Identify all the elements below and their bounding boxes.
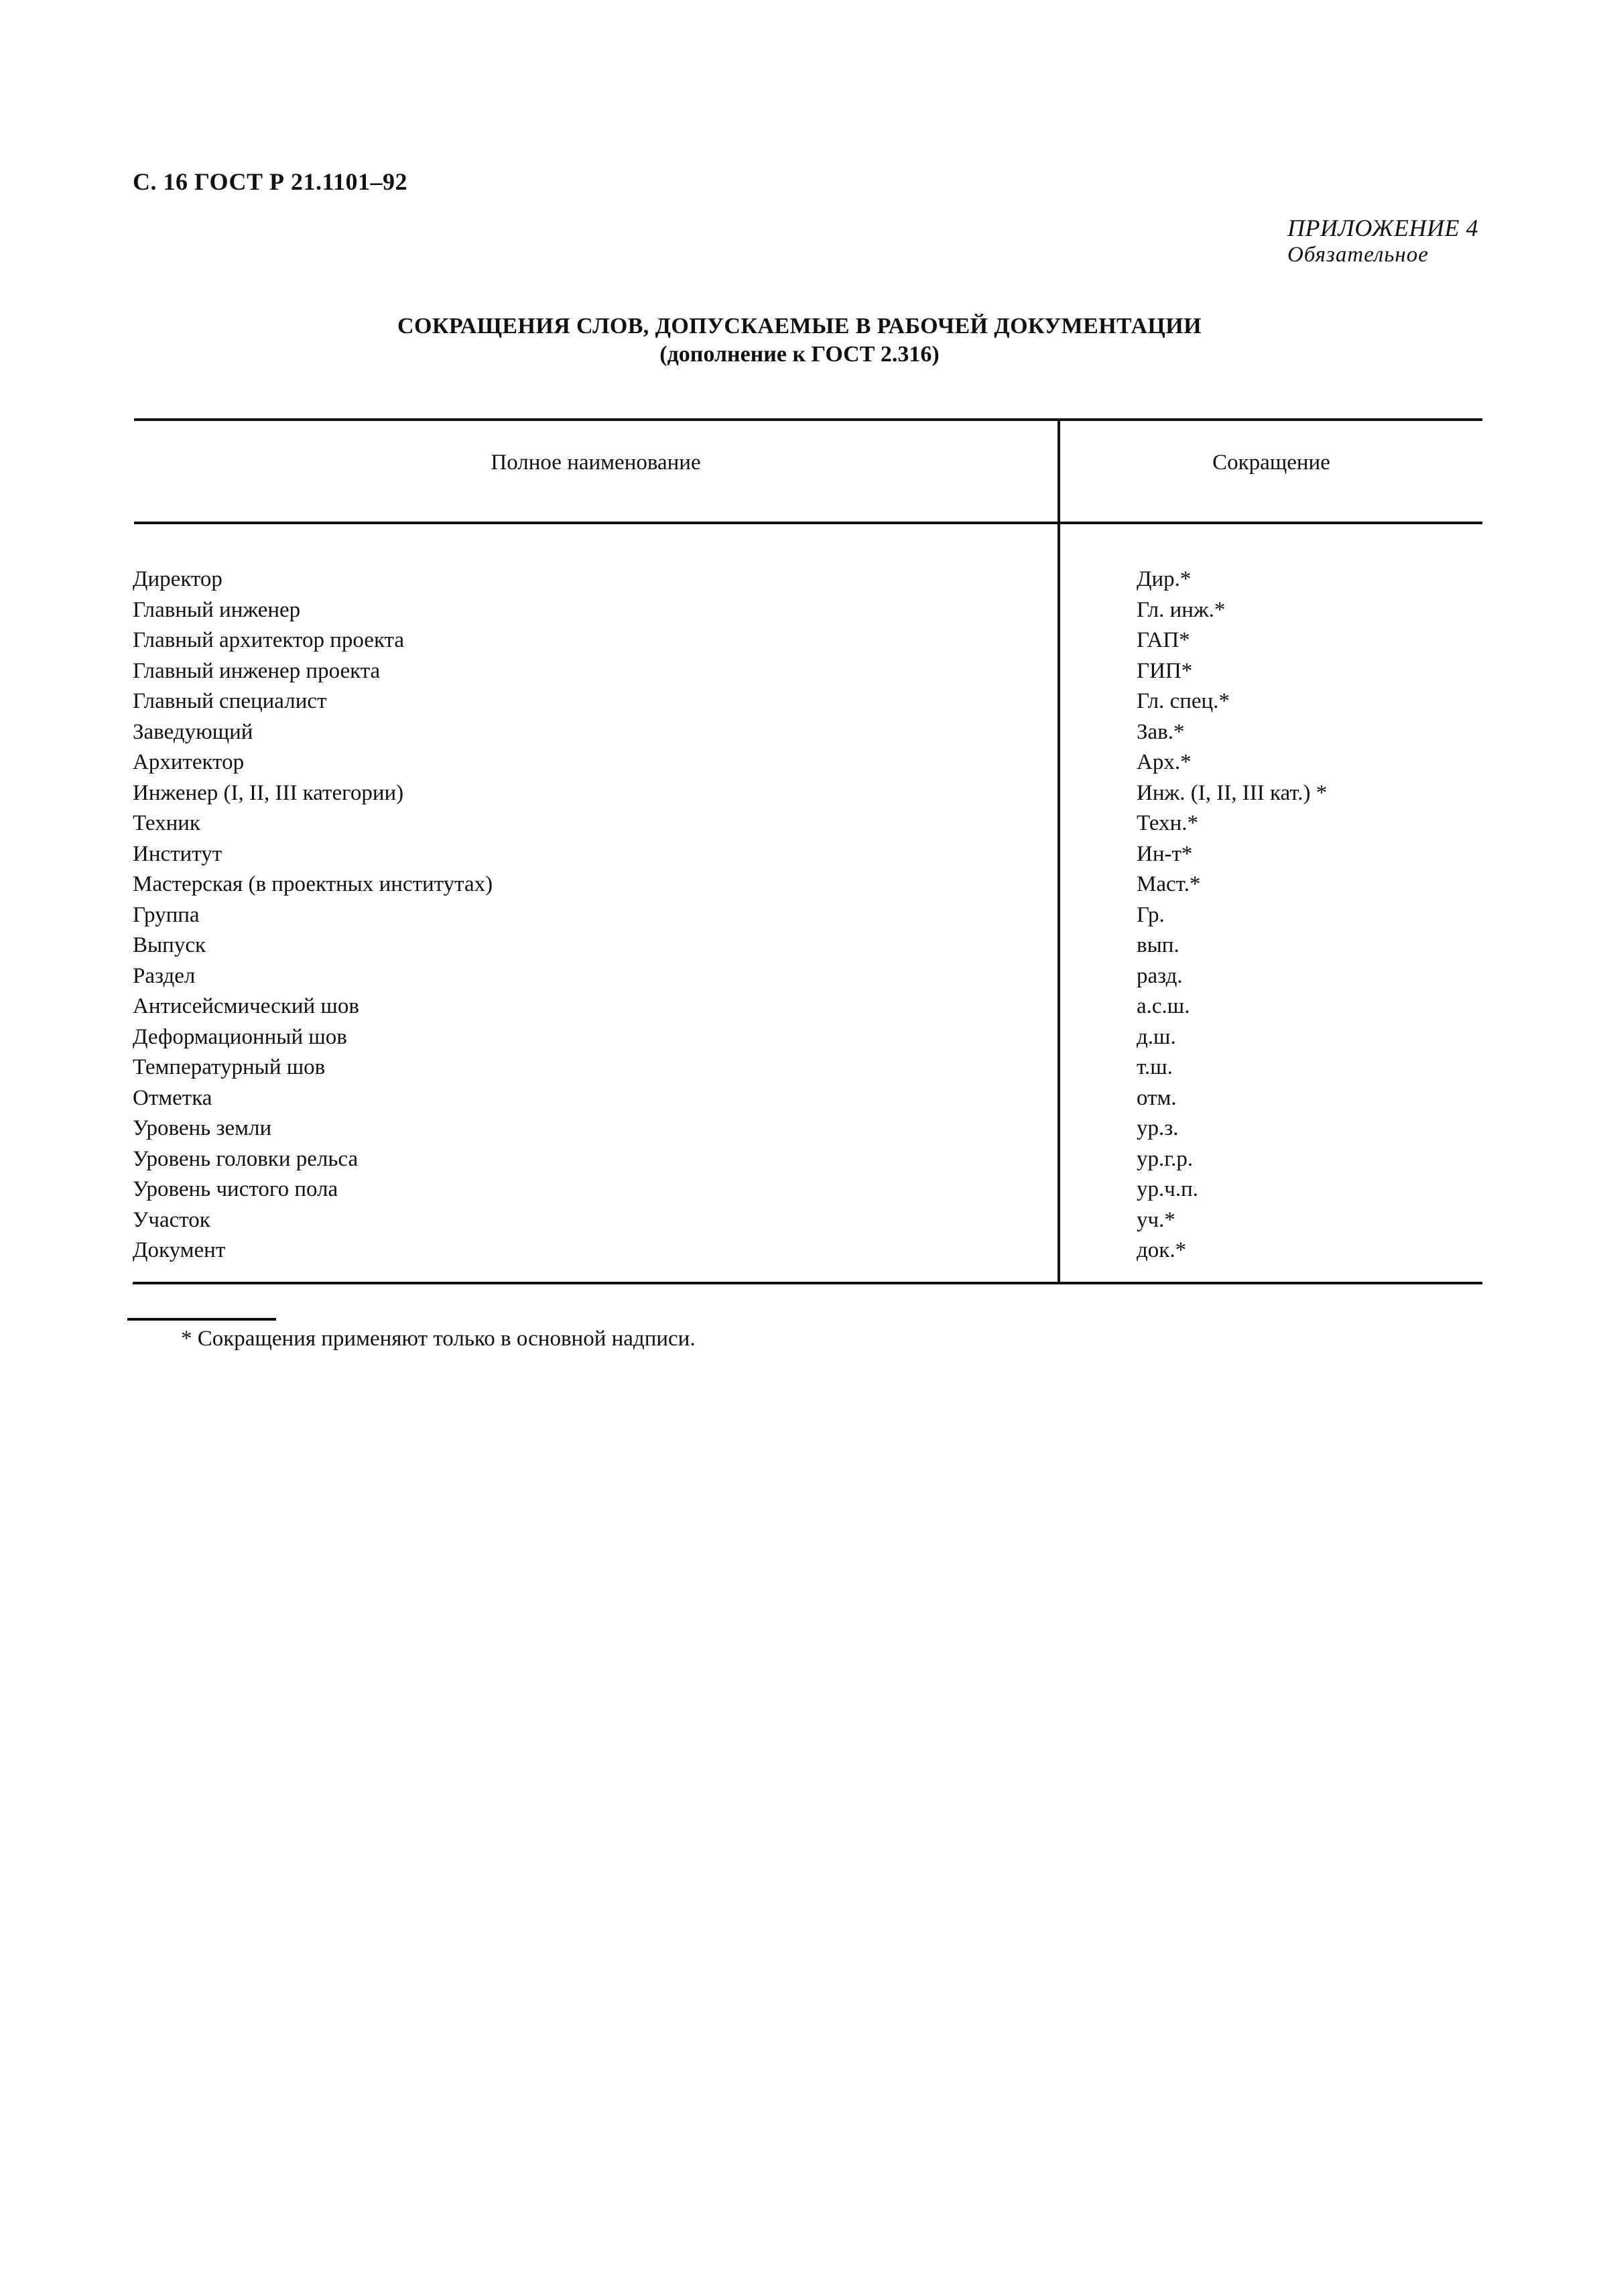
full-name-cell: Антисейсмический шов — [133, 994, 359, 1018]
table-bottom-rule — [133, 1282, 1482, 1284]
abbreviation-cell: ГАП* — [1137, 628, 1190, 652]
footnote-rule — [127, 1318, 276, 1321]
full-name-cell: Группа — [133, 902, 200, 927]
column-header-abbreviation: Сокращение — [1212, 450, 1330, 475]
full-name-cell: Техник — [133, 811, 200, 835]
table-row — [0, 1174, 1599, 1205]
table-header-rule — [134, 522, 1482, 524]
abbreviation-cell: Маст.* — [1137, 872, 1201, 896]
abbreviation-cell: док.* — [1137, 1238, 1187, 1262]
table-row — [0, 625, 1599, 656]
table-row — [0, 930, 1599, 961]
table-row — [0, 1052, 1599, 1083]
full-name-cell: Температурный шов — [133, 1055, 326, 1079]
abbreviation-cell: Дир.* — [1137, 567, 1192, 591]
table-row — [0, 808, 1599, 839]
abbreviation-cell: разд. — [1137, 963, 1183, 988]
table-row — [0, 595, 1599, 626]
table-row — [0, 656, 1599, 687]
table-row — [0, 1235, 1599, 1266]
abbreviation-cell: д.ш. — [1137, 1024, 1176, 1049]
abbreviation-cell: Гл. спец.* — [1137, 689, 1230, 713]
table-row — [0, 717, 1599, 748]
full-name-cell: Уровень земли — [133, 1116, 272, 1140]
full-name-cell: Уровень чистого пола — [133, 1177, 338, 1201]
table-row — [0, 1113, 1599, 1144]
table-row — [0, 564, 1599, 595]
table-row — [0, 747, 1599, 778]
appendix-status: Обязательное — [1287, 243, 1429, 267]
full-name-cell: Главный специалист — [133, 689, 327, 713]
table-row — [0, 1083, 1599, 1114]
abbreviation-cell: Зав.* — [1137, 719, 1185, 744]
abbreviation-cell: Гр. — [1137, 902, 1165, 927]
abbreviation-cell: Техн.* — [1137, 811, 1199, 835]
abbreviation-cell: т.ш. — [1137, 1055, 1173, 1079]
full-name-cell: Главный архитектор проекта — [133, 628, 405, 652]
abbreviation-cell: вып. — [1137, 933, 1179, 957]
full-name-cell: Инженер (I, II, III категории) — [133, 780, 404, 805]
full-name-cell: Раздел — [133, 963, 196, 988]
appendix-block — [1287, 215, 1478, 268]
abbreviation-cell: ГИП* — [1137, 658, 1193, 683]
table-row — [0, 1022, 1599, 1053]
table-row — [0, 1144, 1599, 1175]
footnote: * Сокращения применяют только в основной надписи. — [181, 1327, 696, 1351]
abbreviation-cell: Ин-т* — [1137, 841, 1193, 866]
full-name-cell: Отметка — [133, 1085, 212, 1110]
abbreviation-cell: ур.г.р. — [1137, 1146, 1194, 1171]
full-name-cell: Главный инженер — [133, 597, 301, 622]
full-name-cell: Уровень головки рельса — [133, 1146, 359, 1171]
full-name-cell: Мастерская (в проектных институтах) — [133, 872, 493, 896]
full-name-cell: Директор — [133, 567, 222, 591]
full-name-cell: Участок — [133, 1207, 210, 1232]
document-title: СОКРАЩЕНИЯ СЛОВ, ДОПУСКАЕМЫЕ В РАБОЧЕЙ ДОКУМЕНТАЦИИ — [397, 314, 1202, 339]
table-top-rule — [134, 418, 1482, 421]
table-row — [0, 869, 1599, 900]
table-row — [0, 991, 1599, 1022]
document-title-block — [0, 312, 1599, 369]
table-row — [0, 839, 1599, 870]
abbreviation-cell: отм. — [1137, 1085, 1177, 1110]
abbreviation-cell: Арх.* — [1137, 750, 1192, 774]
appendix-title: ПРИЛОЖЕНИЕ 4 — [1287, 215, 1478, 241]
full-name-cell: Главный инженер проекта — [133, 658, 381, 683]
abbreviation-cell: а.с.ш. — [1137, 994, 1190, 1018]
table-row — [0, 900, 1599, 931]
full-name-cell: Заведующий — [133, 719, 253, 744]
abbreviation-cell: уч.* — [1137, 1207, 1175, 1232]
table-row — [0, 1205, 1599, 1236]
column-header-full-name: Полное наименование — [491, 450, 701, 475]
abbreviation-cell: Инж. (I, II, III кат.) * — [1137, 780, 1328, 805]
abbreviation-cell: Гл. инж.* — [1137, 597, 1226, 622]
document-subtitle: (дополнение к ГОСТ 2.316) — [659, 342, 940, 367]
table-row — [0, 686, 1599, 717]
abbreviation-cell: ур.з. — [1137, 1116, 1179, 1140]
abbreviation-cell: ур.ч.п. — [1137, 1177, 1199, 1201]
table-row — [0, 961, 1599, 992]
table-body — [0, 564, 1599, 1266]
full-name-cell: Выпуск — [133, 933, 206, 957]
full-name-cell: Документ — [133, 1238, 226, 1262]
full-name-cell: Институт — [133, 841, 222, 866]
full-name-cell: Архитектор — [133, 750, 245, 774]
table-row — [0, 778, 1599, 809]
full-name-cell: Деформационный шов — [133, 1024, 347, 1049]
page-header: С. 16 ГОСТ Р 21.1101–92 — [133, 168, 407, 195]
